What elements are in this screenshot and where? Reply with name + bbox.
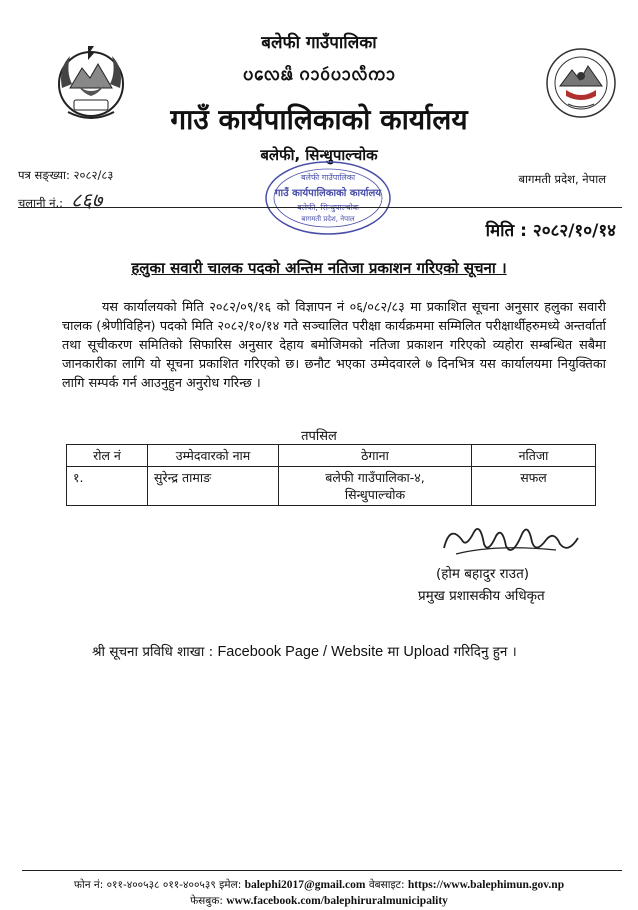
it-section-note — [92, 642, 517, 660]
note-upload: Upload — [403, 644, 450, 660]
cell-name: सुरेन्द्र तामाङ — [148, 467, 279, 506]
dispatch-value: ८६७ — [71, 188, 103, 212]
website-link[interactable]: https://www.balephimun.gov.np — [407, 879, 565, 891]
cell-address — [279, 467, 472, 506]
table-row — [67, 467, 596, 506]
notice-body: यस कार्यालयको मिति २०८२/०९/१६ को विज्ञापन नं ०६/०८२/८३ मा प्रकाशित सूचना अनुसार हलुका सवारी चालक (श्रेणीविहिन) पदको मिति २०८२/१०/१४ गते सञ्चालित परीक्षा कार्यक्रममा सम्मिलित परीक्षार्थीहरुमध्ये अन्तर्वार्ता तथा सूचीकरण समितिको सिफारिस अनुसार देहाय बमोजिमको नतिजा प्रकाशन गरिएको व्यहोरा सम्बन्धित सबैमा जानकारीका लागि यो सूचना प्रकाशित गरिएको छ। छनौट भएका उम्मेदवारले ७ दिनभित्र यस कार्यालयमा नियुक्तिका लागि सम्पर्क गर्न आउनुहुन अनुरोध गरिन्छ । — [62, 300, 606, 391]
province-text: बागमती प्रदेश, नेपाल — [518, 172, 606, 186]
results-table — [66, 444, 596, 506]
header-roll: रोल नं — [67, 445, 148, 467]
header-result: नतिजा — [472, 445, 596, 467]
header-divider — [18, 207, 622, 208]
signatory-title: प्रमुख प्रशासकीय अधिकृत — [418, 588, 545, 604]
signature — [436, 514, 586, 566]
facebook-label: फेसबुक: — [190, 895, 223, 907]
table-header-row — [67, 445, 596, 467]
stamp-line-4: बागमती प्रदेश, नेपाल — [301, 215, 355, 223]
note-prefix: श्री सूचना प्रविधि शाखा : — [92, 644, 214, 660]
cell-result: सफल — [472, 467, 596, 506]
dispatch-number — [18, 186, 102, 213]
footer-divider — [22, 870, 622, 871]
stamp-line-1: बलेफी गाउँपालिका — [300, 173, 356, 182]
cell-address-line1: बलेफी गाउँपालिका-४, — [325, 470, 425, 485]
office-title: गाउँ कार्यपालिकाको कार्यालय — [170, 103, 468, 136]
footer-social — [0, 894, 638, 908]
issue-date: मिति : २०८२/१०/१४ — [485, 221, 616, 241]
cell-address-line2: सिन्धुपाल्चोक — [344, 487, 406, 502]
email-label: इमेल: — [219, 879, 242, 891]
office-stamp — [262, 158, 394, 238]
header-address: ठेगाना — [279, 445, 472, 467]
notice-subject-text: हलुका सवारी चालक पदको अन्तिम नतिजा प्रकाशन गरिएको सूचना । — [131, 259, 507, 277]
notice-subject — [0, 258, 638, 278]
dispatch-label: चलानी नं.: — [18, 196, 64, 210]
stamp-line-3: बलेफी, सिन्धुपाल्चोक — [297, 203, 359, 212]
header-name: उम्मेदवारको नाम — [148, 445, 279, 467]
table-caption: तपसिल — [301, 429, 337, 444]
phone-numbers: ०११-४००५३८ ०११-४००५३९ — [106, 879, 216, 891]
note-page: Facebook Page / Website — [217, 644, 384, 660]
note-suffix: गरिदिनु हुन । — [453, 644, 517, 660]
municipality-name: बलेफी गाउँपालिका — [261, 33, 377, 53]
cell-roll: १. — [67, 467, 148, 506]
email-link[interactable]: balephi2017@gmail.com — [244, 879, 366, 891]
note-ma: मा — [387, 644, 400, 660]
phone-label: फोन नं: — [73, 879, 104, 891]
facebook-link[interactable]: www.facebook.com/balephiruralmunicipality — [226, 895, 448, 907]
stamp-line-2: गाउँ कार्यपालिकाको कार्यालय — [274, 188, 382, 199]
website-label: वेबसाइट: — [368, 879, 405, 891]
reference-number: पत्र सङ्ख्या: २०८२/८३ — [18, 168, 114, 182]
signatory-name: (होम बहादुर राउत) — [436, 566, 530, 582]
municipality-name-script: ᨷᩃᩮᨹᩦ ᨣᩣᩅᩢᨷᩣᩃᩥᨠᩣ — [242, 65, 396, 85]
office-address: बलेफी, सिन्धुपाल्चोक — [260, 146, 378, 164]
footer-contact — [0, 878, 638, 892]
